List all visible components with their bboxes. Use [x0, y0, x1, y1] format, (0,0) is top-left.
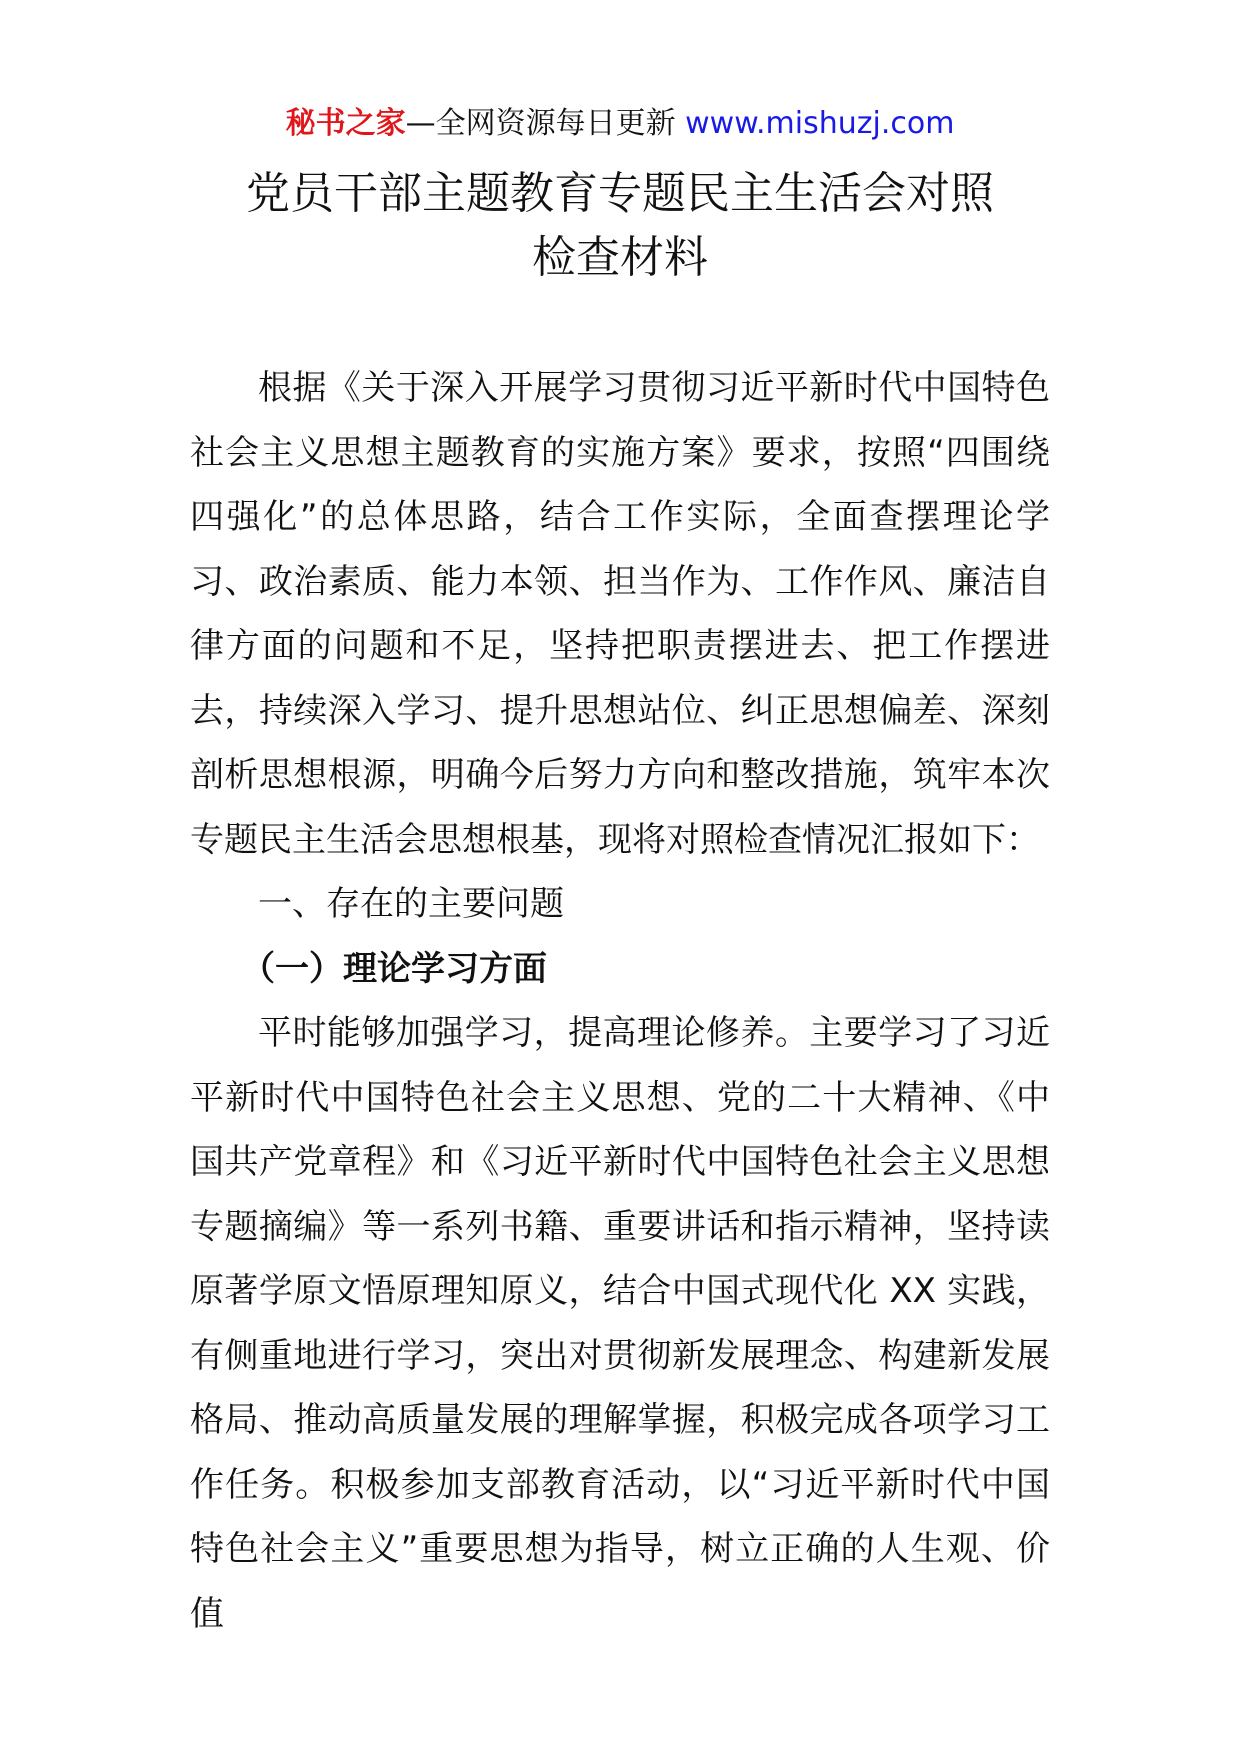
site-name: 秘书之家 [285, 106, 406, 141]
intro-paragraph: 根据《关于深入开展学习贯彻习近平新时代中国特色社会主义思想主题教育的实施方案》要求，按照“四围绕四强化”的总体思路，结合工作实际，全面查摆理论学习、政治素质、能力本领、担当作为、工作作风、廉洁自律方面的问题和不足，坚持把职责摆进去、把工作摆进去，持续深入学习、提升思想站位、纠正思想偏差、深刻剖析思想根源，明确今后努力方向和整改措施，筑牢本次专题民主生活会思想根基，现将对照检查情况汇报如下： [190, 368, 1050, 860]
subsection-heading: （一）理论学习方面 [241, 948, 547, 989]
title-line-1: 党员干部主题教育专题民主生活会对照 [246, 168, 994, 219]
section-heading: 一、存在的主要问题 [258, 884, 564, 924]
document-title [0, 162, 1240, 290]
body-paragraph: 平时能够加强学习，提高理论修养。主要学习了习近平新时代中国特色社会主义思想、党的二十大精神、《中国共产党章程》和《习近平新时代中国特色社会主义思想专题摘编》等一系列书籍、重要讲话和指示精神，坚持读原著学原文悟原理知原义，结合中国式现代化 XX 实践，有侧重地进行学习，突出对贯彻新发展理念、构建新发展格局、推动高质量发展的理解掌握，积极完成各项学习工作任务。积极参加支部教育活动，以“习近平新时代中国特色社会主义”重要思想为指导，树立正确的人生观、价值 [190, 1013, 1050, 1634]
site-banner [0, 100, 1240, 148]
site-url-link[interactable]: www.mishuzj.com [685, 106, 955, 141]
site-slogan: —全网资源每日更新 [405, 106, 686, 141]
title-line-2: 检查材料 [532, 232, 708, 283]
document-body [190, 356, 1050, 1646]
